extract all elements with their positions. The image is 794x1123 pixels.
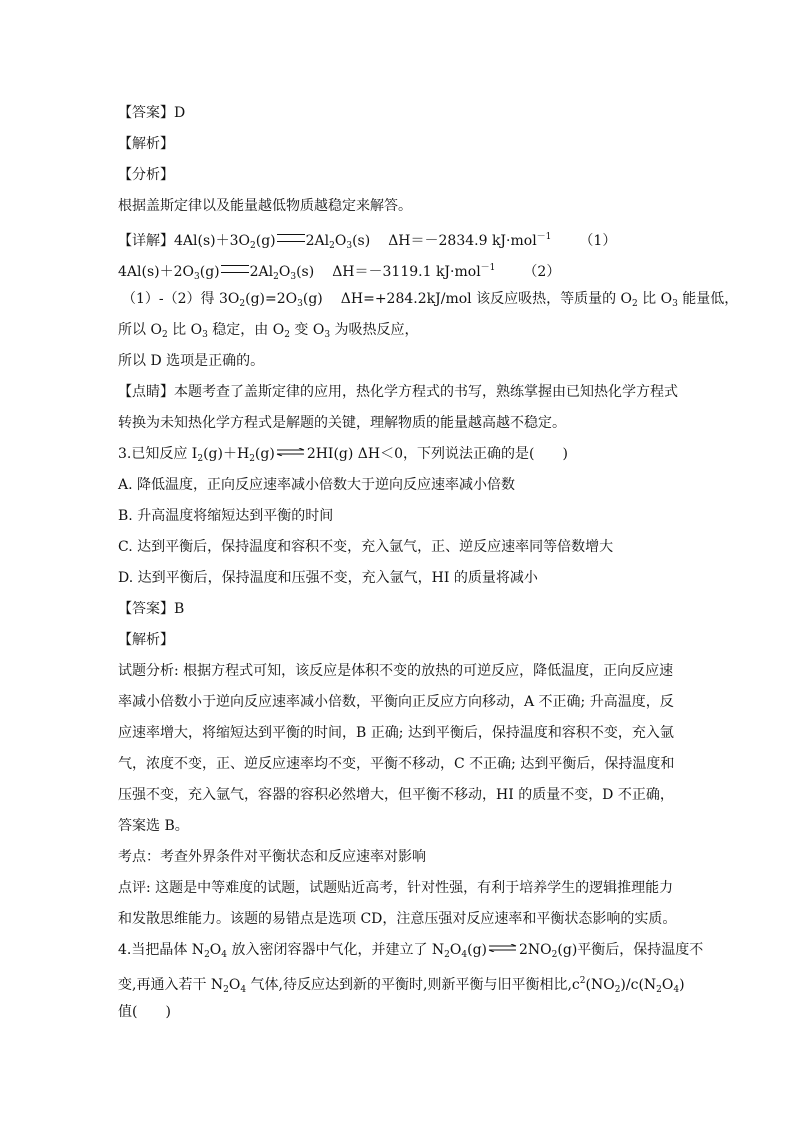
equals-arrow-icon xyxy=(277,234,305,242)
analysis-paragraph-line: 气，浓度不变，正、逆反应速率均不变，平衡不移动，C 不正确; 达到平衡后，保持温度和 xyxy=(118,756,675,772)
equals-arrow-icon xyxy=(221,265,249,273)
comment-line-2: 转换为未知热化学方程式是解题的关键，理解物质的能量越高越不稳定。 xyxy=(118,415,566,431)
question-4-stem-line-1: 4.当把晶体 $N_2O_4$ 放入密闭容器中气化，并建立了 $N_2O_4(g)$ $2NO_2(g)$平衡后，保持温度不 xyxy=(118,942,704,960)
review-line-1: 点评: 这题是中等难度的试题，试题贴近高考，针对性强，有利于培养学生的逻辑推理能力 xyxy=(118,880,674,896)
comment-line-1: 【点睛】本题考查了盖斯定律的应用，热化学方程式的书写，熟练掌握由已知热化学方程式 xyxy=(118,384,678,400)
analysis-text: 根据盖斯定律以及能量越低物质越稳定来解答。 xyxy=(118,198,412,214)
analysis-paragraph-line: 率减小倍数小于逆向反应速率减小倍数，平衡向正反应方向移动，A 不正确; 升高温度，反 xyxy=(118,694,674,710)
question-3-option-c: C. 达到平衡后，保持温度和容积不变，充入氩气，正、逆反应速率同等倍数增大 xyxy=(118,539,614,555)
question-3-option-d: D. 达到平衡后，保持温度和压强不变，充入氩气，HI 的质量将减小 xyxy=(118,570,538,586)
detail-conclusion: 所以 $O_2$ 比 $O_3$ 稳定，由 $O_2$ 变 $O_3$ 为吸热反应， xyxy=(118,322,419,340)
question-3-stem: 3.已知反应 $I_2(g)+H_2(g)$ 2HI(g) ΔH＜0，下列说法正确的是( ) xyxy=(118,446,568,464)
reversible-arrow-icon xyxy=(276,448,306,456)
analysis-paragraph-line: 压强不变，充入氩气，容器的容积必然增大，但平衡不移动，HI 的质量不变，D 不正确， xyxy=(118,787,674,803)
detail-equation-2: $4Al(s)+2O_3(g)$ $2Al_2O_3(s)$ ΔH＝－3119.1 kJ·mol$^{-1}$ （2） xyxy=(118,263,561,282)
analysis-sub-label: 【分析】 xyxy=(118,167,174,183)
question-4-stem-line-3: 值( ) xyxy=(118,1004,171,1020)
exam-point: 考点：考查外界条件对平衡状态和反应速率对影响 xyxy=(118,849,426,865)
detail-derivation: （1）-（2）得 $3O_2(g)=2O_3(g)$ ΔH=+284.2kJ/mol 该反应吸热，等质量的 $O_2$ 比 $O_3$ 能量低， xyxy=(122,291,739,309)
reversible-arrow-icon xyxy=(488,944,518,952)
detail-equation-1: 【详解】$4Al(s)+3O_2(g)$ $2Al_2O_3(s)$ ΔH＝－2834.9 kJ·mol$^{-1}$ （1） xyxy=(118,232,617,251)
answer-label: 【答案】D xyxy=(118,105,186,121)
analysis-paragraph-line: 试题分析: 根据方程式可知，该反应是体积不变的放热的可逆反应，降低温度，正向反应速 xyxy=(118,663,674,679)
question-3-option-a: A. 降低温度，正向反应速率减小倍数大于逆向反应速率减小倍数 xyxy=(118,477,516,493)
analysis-label: 【解析】 xyxy=(118,136,174,152)
analysis-paragraph-line: 应速率增大，将缩短达到平衡的时间，B 正确; 达到平衡后，保持温度和容积不变，充入氩 xyxy=(118,725,674,741)
question-3-option-b: B. 升高温度将缩短达到平衡的时间 xyxy=(118,508,334,524)
answer-label: 【答案】B xyxy=(118,601,185,617)
question-4-stem-line-2: 变,再通入若干 $N_2O_4$ 气体,待反应达到新的平衡时,则新平衡与旧平衡相比$,c^2(NO_2)/c(N_2O_4)$ xyxy=(118,976,685,995)
review-line-2: 和发散思维能力。该题的易错点是选项 CD，注意压强对反应速率和平衡状态影响的实质。 xyxy=(118,911,677,927)
analysis-paragraph-line: 答案选 B。 xyxy=(118,818,189,834)
analysis-label: 【解析】 xyxy=(118,632,174,648)
detail-answer: 所以 D 选项是正确的。 xyxy=(118,353,265,369)
